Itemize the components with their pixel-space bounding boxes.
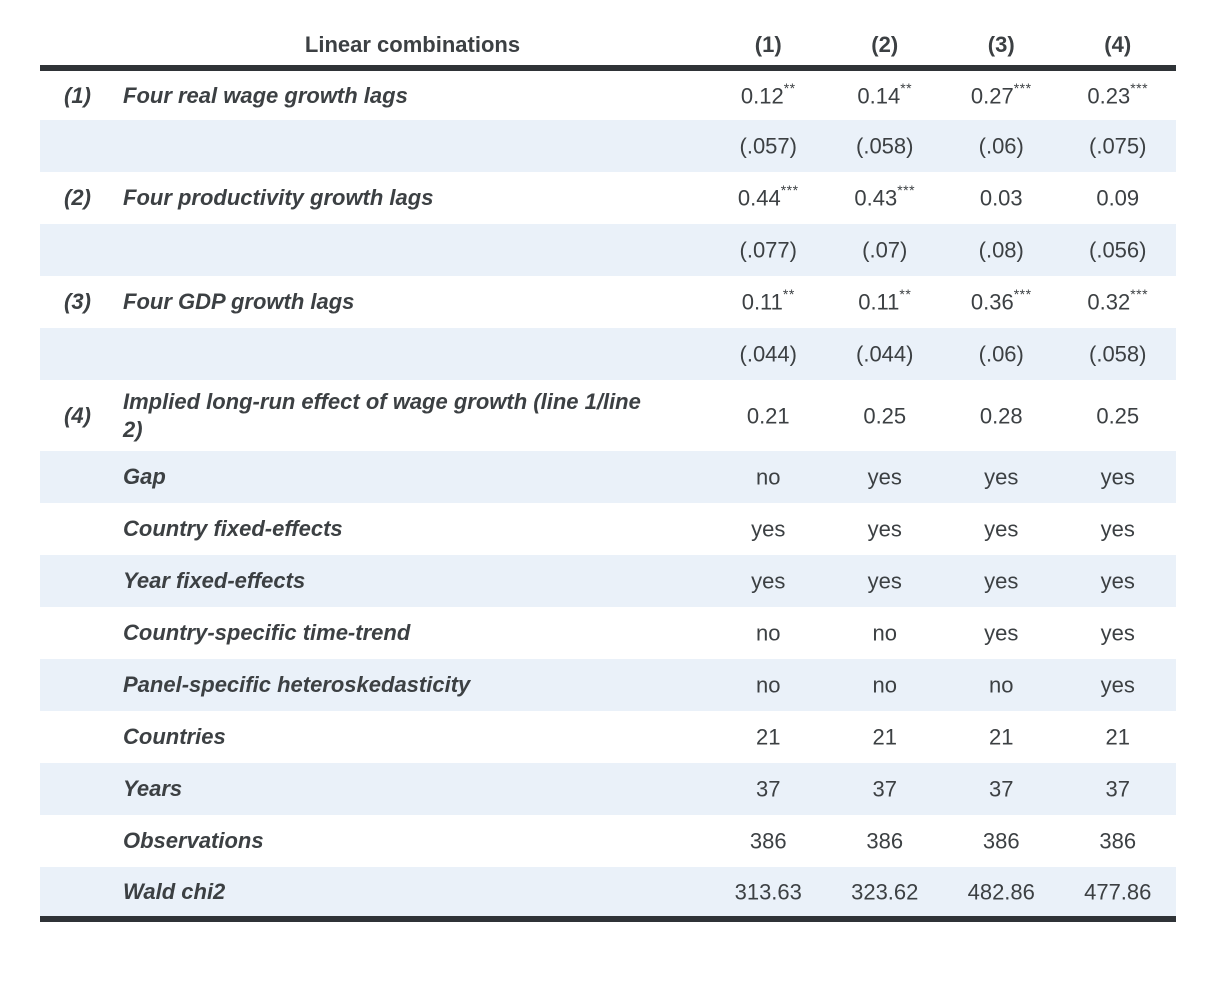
value-cell: 0.03 <box>979 185 1023 211</box>
row-label: Four real wage growth lags <box>123 82 408 108</box>
value-cell: 37 <box>872 776 897 802</box>
row-number <box>40 555 115 607</box>
value-cell: (.044) <box>856 341 914 367</box>
value-cell: (.057) <box>739 133 797 159</box>
column-header-1: (1) <box>754 32 782 57</box>
regression-results-table <box>40 25 1176 922</box>
row-label: Years <box>123 776 183 802</box>
table-row <box>40 120 1176 172</box>
value-cell: yes <box>984 464 1019 490</box>
table-row <box>40 380 1176 451</box>
row-label: Implied long-run effect of wage growth (line 1/line 2) <box>123 389 641 442</box>
table-row <box>40 815 1176 867</box>
value-cell: 0.09 <box>1096 185 1140 211</box>
row-number <box>40 867 115 919</box>
row-number: (2) <box>64 185 91 210</box>
value-cell: 0.25 <box>1096 403 1140 429</box>
value-cell: yes <box>1100 620 1135 646</box>
value-cell: 386 <box>749 828 787 854</box>
value-cell: yes <box>1100 464 1135 490</box>
row-label: Country-specific time-trend <box>123 620 411 646</box>
value-cell: no <box>872 620 897 646</box>
value-cell: 37 <box>1105 776 1130 802</box>
row-number: (1) <box>64 82 91 108</box>
row-number <box>40 224 115 276</box>
row-label: Gap <box>123 464 166 490</box>
value-cell: 386 <box>982 828 1020 854</box>
value-cell: no <box>756 620 781 646</box>
row-label <box>115 120 710 172</box>
corner-header-cell <box>40 25 115 68</box>
value-cell: no <box>872 672 897 698</box>
row-number <box>40 711 115 763</box>
value-cell: 21 <box>989 724 1014 750</box>
value-cell: yes <box>984 516 1019 542</box>
row-number <box>40 659 115 711</box>
row-number: (3) <box>64 289 91 314</box>
row-number <box>40 503 115 555</box>
value-cell: 21 <box>872 724 897 750</box>
value-cell: (.06) <box>978 133 1024 159</box>
row-label: Panel-specific heteroskedasticity <box>123 672 471 698</box>
value-cell: yes <box>984 568 1019 594</box>
value-cell: (.075) <box>1089 133 1147 159</box>
row-label: Four GDP growth lags <box>123 289 355 315</box>
value-cell: (.044) <box>739 341 797 367</box>
row-label: Country fixed-effects <box>123 516 343 542</box>
value-cell: 0.27*** <box>970 79 1032 109</box>
row-number <box>40 815 115 867</box>
value-cell: (.077) <box>739 237 797 263</box>
row-label: Year fixed-effects <box>123 568 306 594</box>
value-cell: 0.43*** <box>854 182 916 211</box>
column-header-2: (2) <box>871 32 899 57</box>
value-cell: yes <box>867 464 902 490</box>
value-cell: 0.44*** <box>737 182 799 211</box>
table-row <box>40 607 1176 659</box>
row-label <box>115 328 710 380</box>
value-cell: (.056) <box>1089 237 1147 263</box>
value-cell: 482.86 <box>967 879 1035 905</box>
value-cell: 0.14** <box>857 79 913 109</box>
value-cell: (.06) <box>978 341 1024 367</box>
value-cell: (.058) <box>1089 341 1147 367</box>
row-number <box>40 763 115 815</box>
label-column-header: Linear combinations <box>304 32 521 57</box>
table-row <box>40 711 1176 763</box>
table-row <box>40 328 1176 380</box>
value-cell: yes <box>867 516 902 542</box>
value-cell: yes <box>751 568 786 594</box>
table-row <box>40 503 1176 555</box>
value-cell: 0.12** <box>740 79 796 109</box>
value-cell: 37 <box>756 776 781 802</box>
row-label: Four productivity growth lags <box>123 185 434 211</box>
value-cell: 0.25 <box>863 403 907 429</box>
value-cell: 37 <box>989 776 1014 802</box>
row-number <box>40 328 115 380</box>
value-cell: 386 <box>866 828 904 854</box>
value-cell: no <box>989 672 1014 698</box>
value-cell: yes <box>1100 672 1135 698</box>
value-cell: (.08) <box>978 237 1024 263</box>
table-row <box>40 659 1176 711</box>
row-label: Observations <box>123 828 264 854</box>
value-cell: 0.11** <box>858 286 912 315</box>
table-row <box>40 451 1176 503</box>
value-cell: 0.32*** <box>1087 286 1149 315</box>
column-header-4: (4) <box>1104 32 1132 57</box>
value-cell: yes <box>984 620 1019 646</box>
value-cell: (.058) <box>856 133 914 159</box>
row-number <box>40 120 115 172</box>
value-cell: 21 <box>1105 724 1130 750</box>
table-header-row <box>40 25 1176 68</box>
value-cell: 0.36*** <box>970 286 1032 315</box>
table-row <box>40 555 1176 607</box>
value-cell: yes <box>1100 568 1135 594</box>
row-label: Wald chi2 <box>123 878 226 904</box>
row-label: Countries <box>123 724 226 750</box>
value-cell: 0.23*** <box>1087 79 1149 109</box>
value-cell: 21 <box>756 724 781 750</box>
value-cell: no <box>756 672 781 698</box>
table-row <box>40 172 1176 224</box>
table-row <box>40 867 1176 919</box>
table-row <box>40 68 1176 120</box>
table-row <box>40 276 1176 328</box>
table-row <box>40 224 1176 276</box>
value-cell: 386 <box>1099 828 1137 854</box>
value-cell: 313.63 <box>734 879 802 905</box>
row-label <box>115 224 710 276</box>
table-row <box>40 763 1176 815</box>
row-number <box>40 451 115 503</box>
value-cell: yes <box>1100 516 1135 542</box>
value-cell: 0.21 <box>746 403 790 429</box>
column-header-3: (3) <box>987 32 1015 57</box>
value-cell: 0.11** <box>741 286 795 315</box>
value-cell: yes <box>751 516 786 542</box>
value-cell: 0.28 <box>979 403 1023 429</box>
value-cell: (.07) <box>862 237 908 263</box>
row-number <box>40 607 115 659</box>
value-cell: yes <box>867 568 902 594</box>
value-cell: 477.86 <box>1084 879 1152 905</box>
value-cell: no <box>756 464 781 490</box>
value-cell: 323.62 <box>851 879 919 905</box>
row-number: (4) <box>64 402 91 428</box>
